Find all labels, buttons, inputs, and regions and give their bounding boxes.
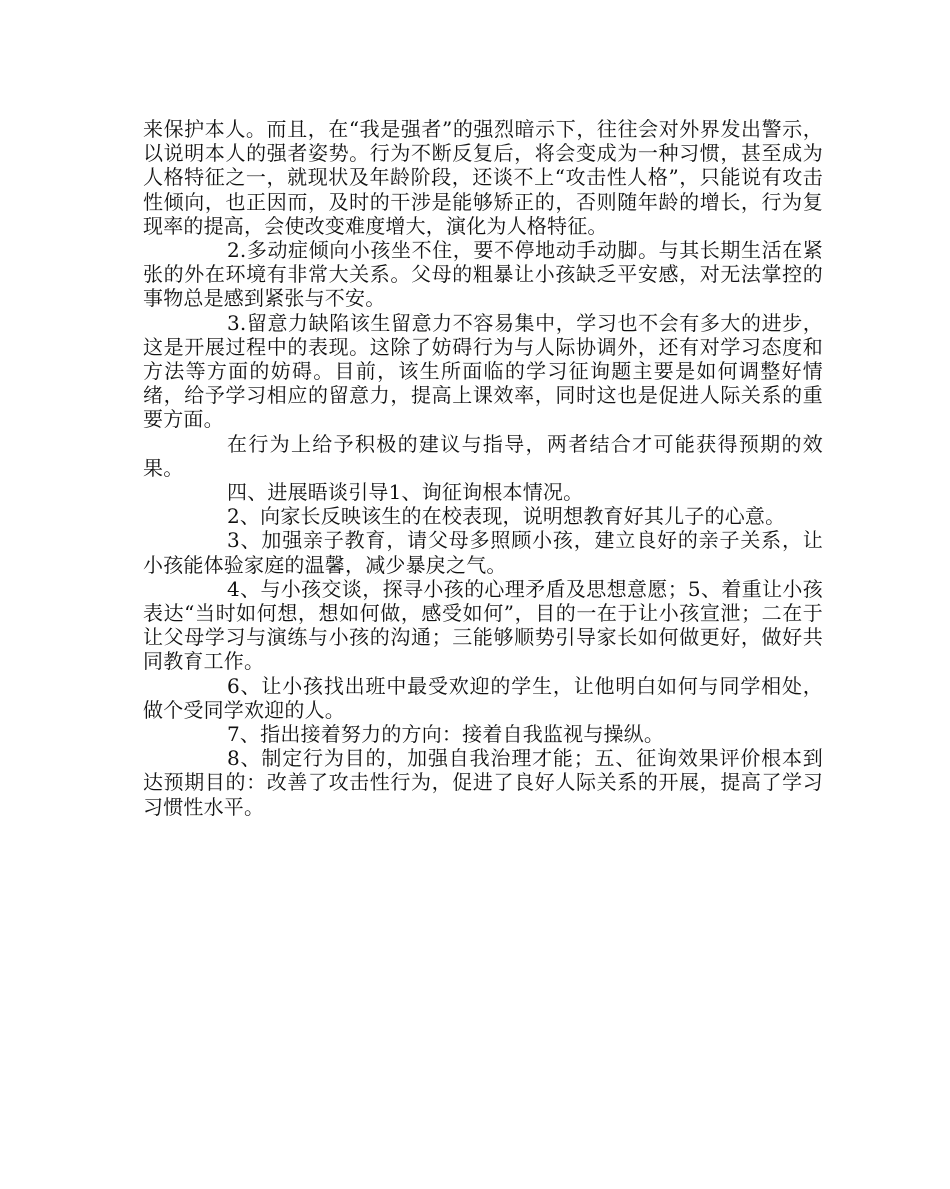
paragraph: 4、与小孩交谈，探寻小孩的心理矛盾及思想意愿；5、着重让小孩表达“当时如何想，想如何做，感受如何”，目的一在于让小孩宣泄；二在于让父母学习与演练与小孩的沟通；三能够顺势引导家长如何做更好，做好共同教育工作。 xyxy=(143,576,823,674)
paragraph: 来保护本人。而且，在“我是强者”的强烈暗示下，往往会对外界发出警示，以说明本人的强者姿势。行为不断反复后，将会变成为一种习惯，甚至成为人格特征之一，就现状及年龄阶段，还谈不上“攻击性人格”，只能说有攻击性倾向，也正因而，及时的干涉是能够矫正的，否则随年龄的增长，行为复现率的提高，会使改变难度增大，演化为人格特征。 xyxy=(143,117,823,238)
paragraph: 6、让小孩找出班中最受欢迎的学生，让他明白如何与同学相处，做个受同学欢迎的人。 xyxy=(143,673,823,722)
paragraph: 7、指出接着努力的方向：接着自我监视与操纵。 xyxy=(227,722,665,747)
paragraph: 8、制定行为目的，加强自我治理才能；五、征询效果评价根本到达预期目的：改善了攻击性行为，促进了良好人际关系的开展，提高了学习习惯性水平。 xyxy=(143,746,823,819)
paragraph: 3.留意力缺陷该生留意力不容易集中，学习也不会有多大的进步，这是开展过程中的表现。这除了妨碍行为与人际协调外，还有对学习态度和方法等方面的妨碍。目前，该生所面临的学习征询题主要是如何调整好情绪，给予学习相应的留意力，提高上课效率，同时这也是促进人际关系的重要方面。 xyxy=(143,310,823,432)
paragraph: 3、加强亲子教育，请父母多照顾小孩，建立良好的亲子关系，让小孩能体验家庭的温馨，减少暴戾之气。 xyxy=(143,528,823,577)
document-body xyxy=(143,117,823,819)
paragraph: 在行为上给予积极的建议与指导，两者结合才可能获得预期的效果。 xyxy=(143,431,823,480)
paragraph: 2.多动症倾向小孩坐不住，要不停地动手动脚。与其长期生活在紧张的外在环境有非常大关系。父母的粗暴让小孩缺乏平安感，对无法掌控的事物总是感到紧张与不安。 xyxy=(143,238,823,311)
paragraph: 2、向家长反映该生的在校表现，说明想教育好其儿子的心意。 xyxy=(227,504,786,529)
paragraph: 四、进展晤谈引导1、询征询根本情况。 xyxy=(227,480,584,505)
